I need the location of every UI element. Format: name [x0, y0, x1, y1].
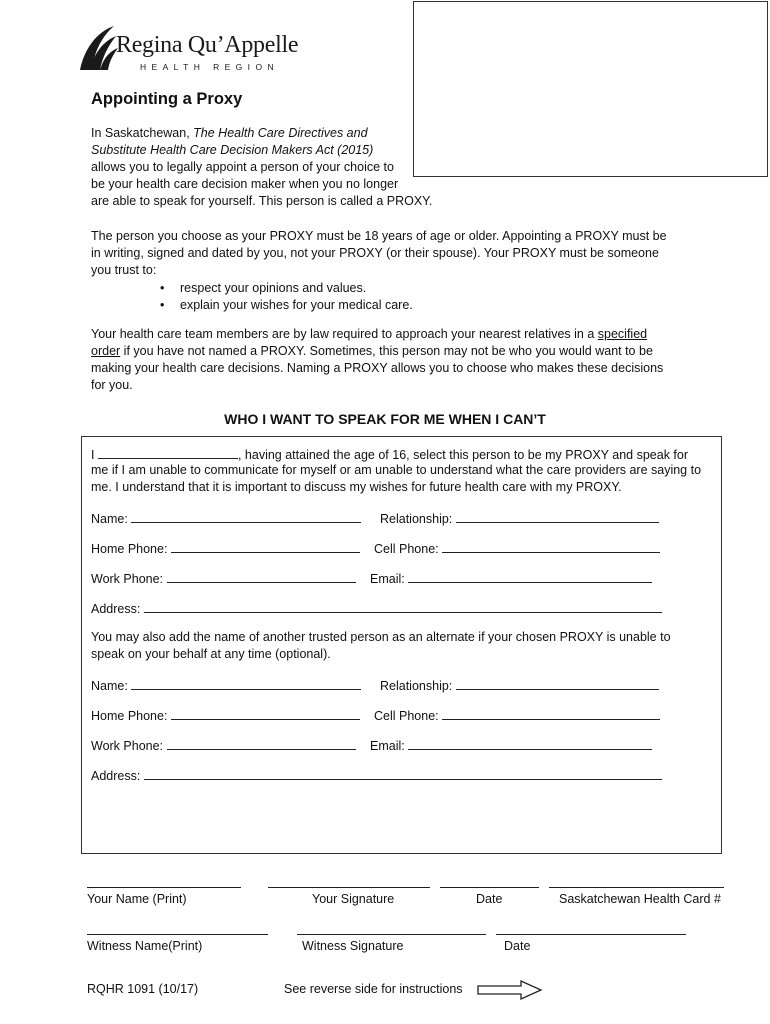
- bullet-icon: •: [160, 281, 165, 295]
- trust-bullet-list: [160, 280, 413, 314]
- nearest-relatives-paragraph: Your health care team members are by law required to approach your nearest relatives in a specified order if you have not named a PROXY. Sometimes, this person may not be who you would want to be making your health care decisions. Naming a PROXY allows you to choose who makes these decisions for you.: [91, 327, 664, 392]
- specified-underlined: specified: [597, 327, 648, 341]
- logo: [78, 22, 318, 74]
- alternate-email-field[interactable]: [408, 737, 652, 750]
- patient-label-box[interactable]: [413, 1, 768, 177]
- proxy-requirements-paragraph: [91, 228, 667, 279]
- proxy-cell-phone-row: [374, 540, 660, 556]
- date-label: Date: [476, 892, 503, 906]
- relationship-label: Relationship:: [380, 679, 453, 693]
- witness-signature-label: Witness Signature: [302, 939, 404, 953]
- proxy-address-row: [91, 600, 662, 616]
- alternate-home-phone-field[interactable]: [171, 707, 360, 720]
- alternate-relationship-field[interactable]: [456, 677, 659, 690]
- act-title-line2: Substitute Health Care Decision Makers Act (2015): [91, 143, 374, 157]
- para2-line3: you trust to:: [91, 263, 157, 277]
- witness-name-label: Witness Name(Print): [87, 939, 203, 953]
- home-phone-label: Home Phone:: [91, 709, 168, 723]
- name-label: Name:: [91, 512, 128, 526]
- intro-line1-prefix: In Saskatchewan,: [91, 126, 194, 140]
- witness-signature-line[interactable]: [297, 934, 486, 935]
- logo-swoosh-icon: [78, 22, 118, 74]
- alternate-line2: speak on your behalf at any time (optional).: [91, 647, 331, 661]
- proxy-cell-phone-field[interactable]: [442, 540, 660, 553]
- list-item: • explain your wishes for your medical care.: [160, 298, 413, 312]
- proxy-home-phone-field[interactable]: [171, 540, 360, 553]
- alternate-email-row: [370, 737, 652, 753]
- work-phone-label: Work Phone:: [91, 739, 164, 753]
- cell-phone-label: Cell Phone:: [374, 709, 439, 723]
- declaration-line2: me if I am unable to communicate for myself or am unable to understand what the care providers are saying to: [91, 463, 702, 477]
- intro-paragraph: [91, 125, 432, 210]
- proxy-work-phone-row: [91, 570, 356, 586]
- alternate-home-phone-row: [91, 707, 360, 723]
- alternate-name-row: [91, 677, 361, 693]
- proxy-relationship-field[interactable]: [456, 510, 659, 523]
- alternate-address-field[interactable]: [144, 767, 662, 780]
- home-phone-label: Home Phone:: [91, 542, 168, 556]
- declaration-line1: I , having attained the age of 16, select this person to be my PROXY and speak for: [91, 448, 689, 462]
- proxy-name-field[interactable]: [131, 510, 361, 523]
- proxy-email-field[interactable]: [408, 570, 652, 583]
- intro-line5: are able to speak for yourself. This person is called a PROXY.: [91, 194, 433, 208]
- proxy-name-row: [91, 510, 361, 526]
- para2-line1: The person you choose as your PROXY must be 18 years of age or older. Appointing a PROXY must be: [91, 229, 667, 243]
- bullet-icon: •: [160, 298, 165, 312]
- date-line[interactable]: [440, 887, 539, 888]
- intro-line3: allows you to legally appoint a person of your choice to: [91, 160, 394, 174]
- section-title: WHO I WANT TO SPEAK FOR ME WHEN I CAN’T: [224, 411, 546, 427]
- act-title-line1: The Health Care Directives and: [193, 126, 368, 140]
- para3-line3: making your health care decisions. Naming a PROXY allows you to choose who makes these decisions: [91, 361, 664, 375]
- declarant-name-field[interactable]: [98, 446, 238, 459]
- para2-line2: in writing, signed and dated by you, not your PROXY (or their spouse). Your PROXY must be someone: [91, 246, 659, 260]
- health-card-line[interactable]: [549, 887, 724, 888]
- form-code: RQHR 1091 (10/17): [87, 982, 199, 996]
- alternate-name-field[interactable]: [131, 677, 361, 690]
- page-title: Appointing a Proxy: [91, 90, 243, 108]
- alternate-cell-phone-row: [374, 707, 660, 723]
- address-label: Address:: [91, 602, 141, 616]
- your-name-label: Your Name (Print): [87, 892, 187, 906]
- alternate-cell-phone-field[interactable]: [442, 707, 660, 720]
- name-label: Name:: [91, 679, 128, 693]
- alternate-line1: You may also add the name of another trusted person as an alternate if your chosen PROXY is unable to: [91, 630, 671, 644]
- proxy-form-box: [81, 436, 722, 854]
- alternate-work-phone-row: [91, 737, 356, 753]
- health-card-label: Saskatchewan Health Card #: [559, 892, 721, 906]
- proxy-relationship-row: [380, 510, 659, 526]
- email-label: Email:: [370, 739, 405, 753]
- arrow-right-icon: [477, 980, 543, 1000]
- alternate-address-row: [91, 767, 662, 783]
- relationship-label: Relationship:: [380, 512, 453, 526]
- declaration-line3: me. I understand that it is important to discuss my wishes for future health care with my PROXY.: [91, 480, 622, 494]
- witness-name-line[interactable]: [87, 934, 268, 935]
- alternate-relationship-row: [380, 677, 659, 693]
- para3-line4: for you.: [91, 378, 133, 392]
- your-signature-line[interactable]: [268, 887, 430, 888]
- proxy-email-row: [370, 570, 652, 586]
- work-phone-label: Work Phone:: [91, 572, 164, 586]
- proxy-address-field[interactable]: [144, 600, 662, 613]
- intro-line4: be your health care decision maker when you no longer: [91, 177, 399, 191]
- proxy-home-phone-row: [91, 540, 360, 556]
- witness-date-line[interactable]: [496, 934, 686, 935]
- logo-name: Regina Qu’Appelle: [116, 32, 299, 58]
- order-underlined: order: [91, 344, 121, 358]
- witness-date-label: Date: [504, 939, 531, 953]
- email-label: Email:: [370, 572, 405, 586]
- proxy-work-phone-field[interactable]: [167, 570, 356, 583]
- your-signature-label: Your Signature: [312, 892, 395, 906]
- alternate-work-phone-field[interactable]: [167, 737, 356, 750]
- reverse-side-note: See reverse side for instructions: [284, 982, 463, 996]
- cell-phone-label: Cell Phone:: [374, 542, 439, 556]
- your-name-line[interactable]: [87, 887, 241, 888]
- list-item: • respect your opinions and values.: [160, 281, 367, 295]
- address-label: Address:: [91, 769, 141, 783]
- logo-subtitle: HEALTH REGION: [140, 62, 279, 72]
